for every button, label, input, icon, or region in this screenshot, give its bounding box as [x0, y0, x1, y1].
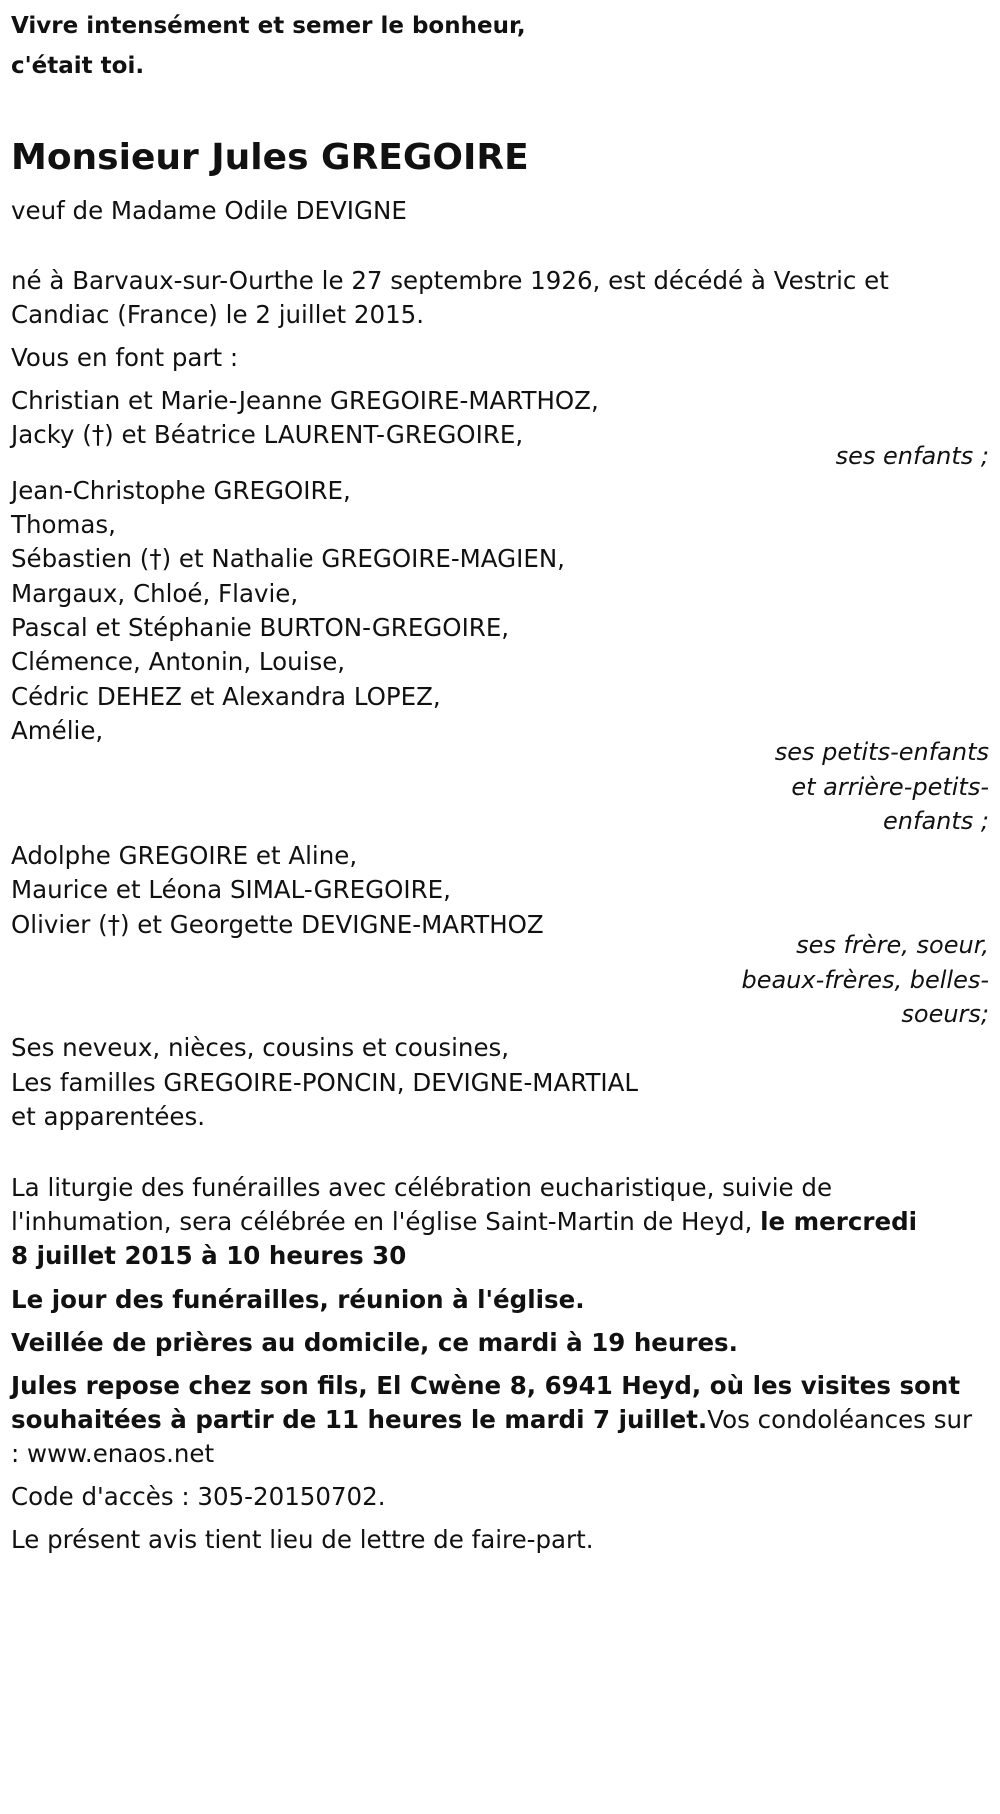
sibling-name: Maurice et Léona SIMAL-GREGOIRE, — [11, 875, 451, 904]
siblings-relation: ses frère, soeur, — [796, 931, 989, 959]
siblings-relation: soeurs; — [901, 1000, 989, 1028]
deceased-name: Monsieur Jules GREGOIRE — [11, 137, 529, 178]
condolences-text: Vos condoléances sur — [707, 1405, 973, 1434]
grandchild-name: Thomas, — [11, 510, 116, 539]
grandchild-name: Pascal et Stéphanie BURTON-GREGOIRE, — [11, 613, 510, 642]
rest-line-1: Jules repose chez son fils, El Cwène 8, 6941 Heyd, où les visites sont — [11, 1371, 961, 1400]
grandchild-name: Margaux, Chloé, Flavie, — [11, 579, 299, 608]
funeral-date: 8 juillet 2015 à 10 heures 30 — [11, 1241, 407, 1270]
announce: Vous en font part : — [11, 343, 239, 372]
funeral-line-1: La liturgie des funérailles avec célébration eucharistique, suivie de — [11, 1173, 833, 1202]
grandchild-name: Clémence, Antonin, Louise, — [11, 647, 346, 676]
sibling-name: Olivier (†) et Georgette DEVIGNE-MARTHOZ — [11, 910, 544, 939]
widow-of: veuf de Madame Odile DEVIGNE — [11, 196, 407, 225]
siblings-relation: beaux-frères, belles- — [741, 966, 989, 994]
funeral-line-2-text: l'inhumation, sera célébrée en l'église Saint-Martin de Heyd, — [11, 1207, 761, 1236]
sibling-name: Adolphe GREGOIRE et Aline, — [11, 841, 358, 870]
rest-line-2-bold: souhaitées à partir de 11 heures le mardi 7 juillet. — [11, 1405, 708, 1434]
children-name: Christian et Marie-Jeanne GREGOIRE-MARTHOZ, — [11, 386, 599, 415]
motto-line-1: Vivre intensément et semer le bonheur, — [11, 13, 526, 39]
grandchildren-relation: enfants ; — [883, 807, 989, 835]
grandchildren-relation: et arrière-petits- — [791, 773, 989, 801]
others-line: Ses neveux, nièces, cousins et cousines, — [11, 1033, 510, 1062]
grandchild-name: Sébastien (†) et Nathalie GREGOIRE-MAGIEN, — [11, 544, 565, 573]
birth-death-line-2: Candiac (France) le 2 juillet 2015. — [11, 300, 425, 329]
others-line: et apparentées. — [11, 1102, 206, 1131]
grandchild-name: Jean-Christophe GREGOIRE, — [11, 476, 351, 505]
condolences-website: : www.enaos.net — [11, 1439, 215, 1468]
funeral-date-start: le mercredi — [760, 1207, 918, 1236]
birth-death-line-1: né à Barvaux-sur-Ourthe le 27 septembre 1926, est décédé à Vestric et — [11, 266, 889, 295]
motto-line-2: c'était toi. — [11, 53, 145, 79]
access-code: Code d'accès : 305-20150702. — [11, 1482, 386, 1511]
meeting-info: Le jour des funérailles, réunion à l'église. — [11, 1285, 585, 1314]
children-name: Jacky (†) et Béatrice LAURENT-GREGOIRE, — [11, 420, 524, 449]
closing-statement: Le présent avis tient lieu de lettre de faire-part. — [11, 1525, 594, 1554]
grandchildren-relation: ses petits-enfants — [774, 738, 989, 766]
children-relation: ses enfants ; — [835, 442, 989, 470]
grandchild-name: Amélie, — [11, 716, 104, 745]
grandchild-name: Cédric DEHEZ et Alexandra LOPEZ, — [11, 682, 441, 711]
vigil-info: Veillée de prières au domicile, ce mardi à 19 heures. — [11, 1328, 738, 1357]
others-line: Les familles GREGOIRE-PONCIN, DEVIGNE-MARTIAL — [11, 1068, 639, 1097]
